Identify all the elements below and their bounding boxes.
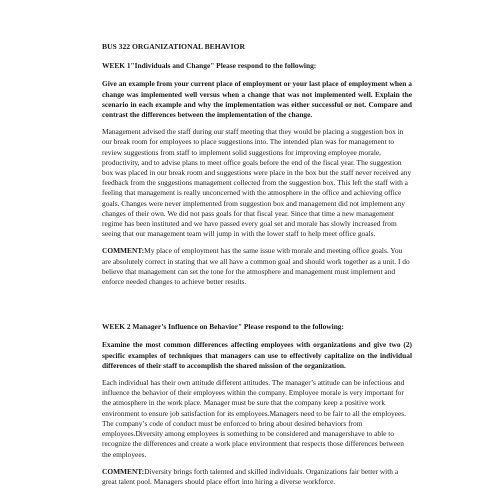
week-2-prompt: Examine the most common differences affecting employees with organizations and give two (2) specific examples of techniques that managers can use to effectively capitalize on the individual differences of their staff to accomplish the shared mission of the organization. [102,340,412,370]
week-2-section [102,322,412,487]
week-2-comment [102,467,412,487]
week-1-heading: WEEK 1"Individuals and Change" Please respond to the following: [102,61,317,71]
week-1-section [102,61,412,287]
week-1-comment-text: My place of employment has the same issue with morale and meeting office goals. You are absolutely correct in stating that we all have a common goal and should work together as a unit. I do believe that management can set the tone for the atmosphere and management must implement and enforce needed changes to achieve better results. [102,246,410,287]
week-2-comment-text: Diversity brings forth talented and skilled individuals. Organizations fair better with a great talent pool. Managers should place effort into hiring a diverse workforce. [102,466,399,486]
week-2-comment-label: COMMENT: [102,466,145,476]
section-divider-space [102,294,412,322]
week-1-response: Management advised the staff during our staff meeting that they would be placing a suggestion box in our break room for employees to place suggestions into. The intended plan was for management to review suggestions from staff to implement solid suggestions for improving employee morale, productivity, and to advise plans to meet office goals before the end of the fiscal year. The suggestion box was placed in our break room and suggestions were place in the box but the staff never received any feedback from the suggestions management collected from the suggestion box. This left the staff with a feeling that management is really unconcerned with the atmosphere in the office and achieving office goals. Changes were never implemented from suggestion box and management did not implement any changes of their own. We did not pass goals for that fiscal year. Since that time a new management regime has been instituted and we have passed every goal set and morale has slowly increased from seeing that our management team will jump in with the lower staff to help meet office goals. [102,127,412,239]
week-1-prompt: Give an example from your current place of employment or your last place of employment when a change was implemented well versus when a change that was not implemented well. Explain the scenario in each example and why the implementation was either successful or not. Compare and contrast the differences between the implementation of the change. [102,79,412,120]
week-2-response: Each individual has their own attitude different attitudes. The manager’s attitude can be infectious and influence the behavior of their employees within the company. Employee morale is very important for the atmosphere in the work place. Manager must be sure that the company keep a positive work environment to ensure job satisfaction for its employees.Managers need to be fair to all the employees. The company’s code of conduct must be enforced to bring about desired behaviors from employees.Diversity among employees is something to be considered and managershave to able to recognize the differences and create a work place environment that respects those differences between the employees. [102,378,406,459]
week-2-heading: WEEK 2 Manager’s Influence on Behavior" Please respond to the following: [102,322,344,332]
course-title: BUS 322 ORGANIZATIONAL BEHAVIOR [102,42,245,51]
week-1-comment-label: COMMENT: [102,246,145,256]
week-1-comment [102,246,412,287]
